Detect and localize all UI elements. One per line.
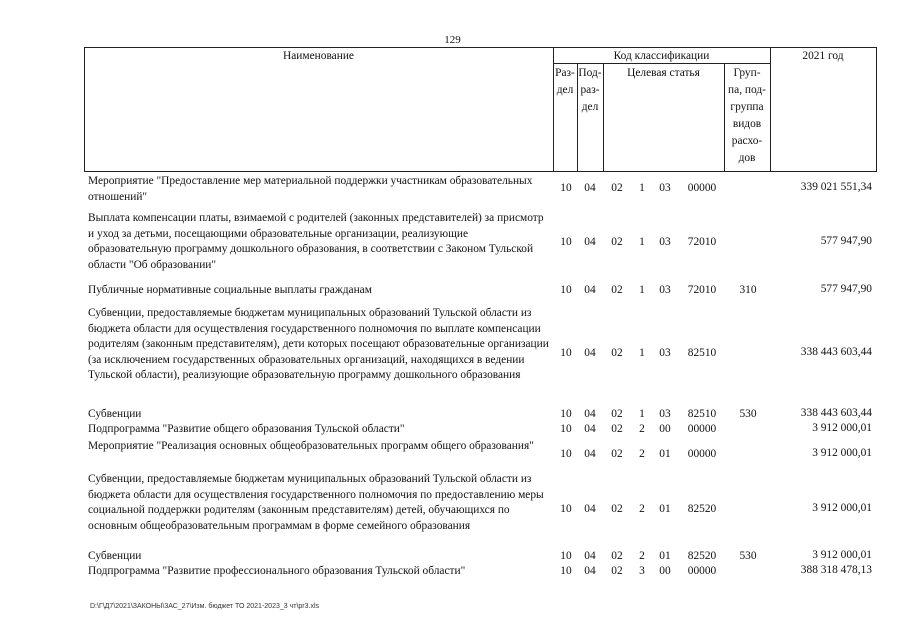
- row-code-c3: 03: [659, 347, 671, 359]
- row-code-c4: 72010: [687, 236, 717, 248]
- row-code-c4: 82520: [687, 503, 717, 515]
- row-code-g: 530: [739, 550, 757, 562]
- page-number: 129: [444, 34, 461, 46]
- row-name: Мероприятие "Предоставление мер материальной поддержки участникам образовательных отношений": [88, 175, 533, 203]
- header-group: Груп- па, под- группа видов расхо- дов: [728, 67, 766, 164]
- row-code-c2: 1: [639, 182, 645, 194]
- row-amount: 338 443 603,44: [800, 346, 872, 358]
- row-code-c1: 02: [611, 503, 623, 515]
- row-code-pr: 04: [584, 550, 596, 562]
- row-code-pr: 04: [584, 182, 596, 194]
- header-razdel: Раз- дел: [555, 67, 575, 96]
- row-code-r: 10: [560, 423, 572, 435]
- row-code-c2: 2: [639, 423, 645, 435]
- header-name: Наименование: [283, 50, 354, 62]
- row-code-c2: 1: [639, 284, 645, 296]
- row-code-r: 10: [560, 550, 572, 562]
- row-code-r: 10: [560, 284, 572, 296]
- row-code-c2: 1: [639, 347, 645, 359]
- row-code-c2: 2: [639, 550, 645, 562]
- row-code-c2: 1: [639, 408, 645, 420]
- row-amount: 339 021 551,34: [800, 181, 872, 193]
- row-code-c2: 3: [639, 565, 645, 577]
- row-name: Публичные нормативные социальные выплаты гражданам: [88, 284, 372, 296]
- row-code-c4: 82510: [687, 408, 717, 420]
- row-code-g: 310: [739, 284, 757, 296]
- row-code-pr: 04: [584, 236, 596, 248]
- row-code-c1: 02: [611, 284, 623, 296]
- row-code-c1: 02: [611, 182, 623, 194]
- row-code-c4: 00000: [687, 448, 717, 460]
- row-code-r: 10: [560, 448, 572, 460]
- row-code-c4: 82520: [687, 550, 717, 562]
- row-code-pr: 04: [584, 408, 596, 420]
- row-code-pr: 04: [584, 448, 596, 460]
- row-name: Мероприятие "Реализация основных общеобразовательных программ общего образования": [88, 440, 534, 452]
- row-name: Субвенции: [88, 550, 142, 562]
- row-code-r: 10: [560, 408, 572, 420]
- row-code-c3: 01: [659, 448, 671, 460]
- header-podrazdel: Под- раз- дел: [578, 67, 602, 113]
- row-name: Субвенции: [88, 408, 142, 420]
- row-code-c1: 02: [611, 550, 623, 562]
- row-code-c4: 00000: [687, 423, 717, 435]
- row-code-r: 10: [560, 503, 572, 515]
- row-code-pr: 04: [584, 503, 596, 515]
- row-code-c4: 72010: [687, 284, 717, 296]
- row-code-c4: 82510: [687, 347, 717, 359]
- row-code-pr: 04: [584, 423, 596, 435]
- row-code-r: 10: [560, 347, 572, 359]
- row-code-r: 10: [560, 182, 572, 194]
- row-code-c3: 00: [659, 565, 671, 577]
- row-code-c1: 02: [611, 408, 623, 420]
- row-code-c2: 2: [639, 448, 645, 460]
- row-code-c1: 02: [611, 565, 623, 577]
- row-code-c4: 00000: [687, 565, 717, 577]
- row-code-c2: 2: [639, 503, 645, 515]
- row-amount: 3 912 000,01: [812, 502, 872, 514]
- row-code-c3: 01: [659, 550, 671, 562]
- row-code-r: 10: [560, 565, 572, 577]
- row-code-pr: 04: [584, 565, 596, 577]
- row-code-r: 10: [560, 236, 572, 248]
- header-target: Целевая статья: [627, 67, 700, 79]
- row-name: Подпрограмма "Развитие профессионального образования Тульской области": [88, 565, 466, 577]
- row-code-c3: 03: [659, 236, 671, 248]
- header-year: 2021 год: [802, 50, 844, 62]
- row-code-pr: 04: [584, 284, 596, 296]
- row-code-c3: 01: [659, 503, 671, 515]
- row-amount: 577 947,90: [820, 283, 872, 295]
- file-path-footer: D:\Г\Д7\2021\ЗАКОНЫ\3АС_27\Изм. бюджет ТО 2021-2023_3 чт\pr3.xls: [90, 603, 320, 610]
- row-name: Выплата компенсации платы, взимаемой с родителей (законных представителей) за присмотр и уход за детьми, посещающими образовательные организации, реализующие образовательную программу дошкольного образования, в соответствии с Законом Тульской области "Об образовании": [88, 212, 544, 271]
- row-code-c3: 03: [659, 284, 671, 296]
- row-code-c2: 1: [639, 236, 645, 248]
- row-code-c3: 03: [659, 182, 671, 194]
- row-code-c3: 00: [659, 423, 671, 435]
- row-code-c1: 02: [611, 347, 623, 359]
- row-amount: 338 443 603,44: [800, 407, 872, 419]
- row-amount: 3 912 000,01: [812, 422, 872, 434]
- header-code: Код классификации: [613, 50, 710, 62]
- row-name: Субвенции, предоставляемые бюджетам муниципальных образований Тульской области из бюджета области для осуществления государственного полномочия по предоставлению меры социальной поддержки родителям (законным представителям) детей, обучающихся по основным общеобразовательным программам в форме семейного образования: [88, 473, 544, 532]
- row-code-c1: 02: [611, 423, 623, 435]
- row-name: Подпрограмма "Развитие общего образования Тульской области": [88, 423, 405, 435]
- row-name: Субвенции, предоставляемые бюджетам муниципальных образований Тульской области из бюджета области для осуществления государственного полномочия по выплате компенсации родителям (законным представителям), дети которых посещают образовательные организации (за исключением государственных образовательных организаций, находящихся в ведении Тульской области), реализующие образовательную программу дошкольного образования: [88, 307, 549, 381]
- row-code-g: 530: [739, 408, 757, 420]
- row-code-c1: 02: [611, 236, 623, 248]
- row-amount: 388 318 478,13: [800, 564, 872, 576]
- row-code-c4: 00000: [687, 182, 717, 194]
- row-amount: 577 947,90: [820, 235, 872, 247]
- row-amount: 3 912 000,01: [812, 549, 872, 561]
- row-code-c1: 02: [611, 448, 623, 460]
- row-code-pr: 04: [584, 347, 596, 359]
- row-code-c3: 03: [659, 408, 671, 420]
- row-amount: 3 912 000,01: [812, 447, 872, 459]
